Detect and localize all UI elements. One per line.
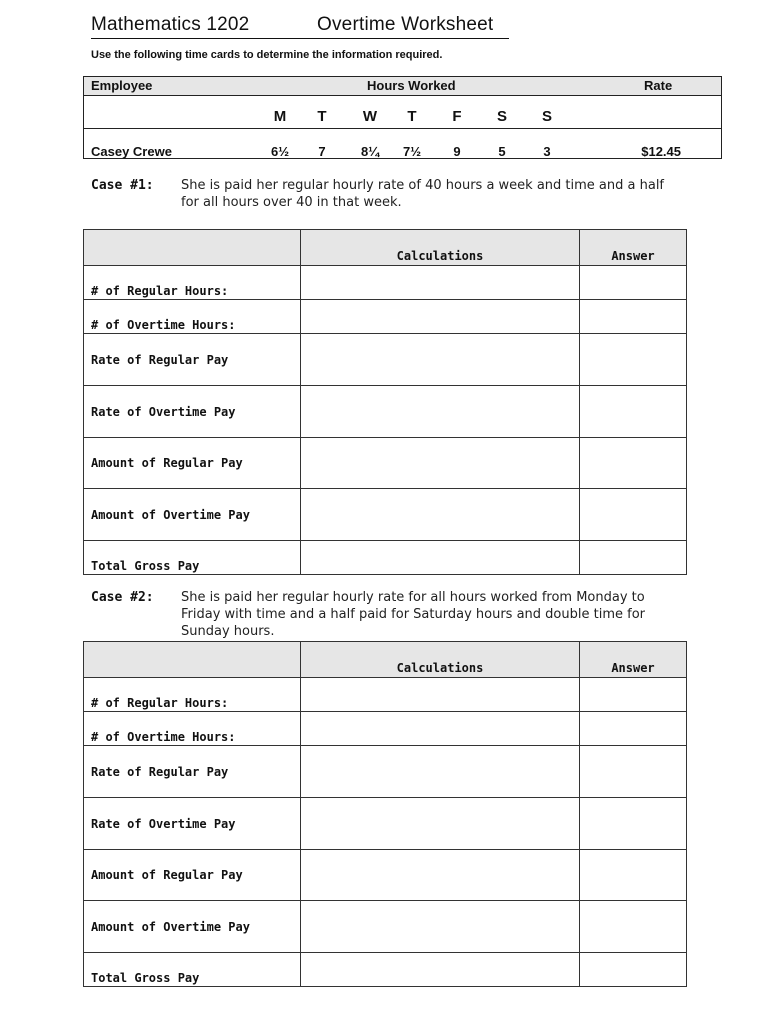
row-label: Rate of Regular Pay <box>84 334 301 386</box>
answer-header: Answer <box>580 642 687 678</box>
employee-name: Casey Crewe <box>91 144 172 159</box>
case-1-table <box>83 229 687 575</box>
row-label: Total Gross Pay <box>84 541 301 575</box>
answer-cell[interactable] <box>580 850 687 901</box>
calculation-cell[interactable] <box>301 953 580 987</box>
answer-cell[interactable] <box>580 300 687 334</box>
row-label: Amount of Regular Pay <box>84 850 301 901</box>
row-label: # of Regular Hours: <box>84 678 301 712</box>
time-card-table <box>83 76 722 159</box>
table-row <box>84 712 687 746</box>
answer-cell[interactable] <box>580 334 687 386</box>
worksheet-title: Overtime Worksheet <box>317 14 494 35</box>
case-1-label: Case #1: <box>91 178 154 193</box>
table-header-row <box>84 642 687 678</box>
day-friday: F <box>452 108 462 125</box>
blank-header <box>84 230 301 266</box>
row-label: Rate of Overtime Pay <box>84 798 301 850</box>
case-1-description: She is paid her regular hourly rate of 40 hours a week and time and a half for all hours over 40 in that week. <box>181 178 665 210</box>
answer-cell[interactable] <box>580 746 687 798</box>
table-header-row <box>84 230 687 266</box>
answer-cell[interactable] <box>580 266 687 300</box>
hourly-rate: $12.45 <box>641 144 681 159</box>
day-saturday: S <box>496 108 508 125</box>
case-2-label: Case #2: <box>91 590 154 605</box>
divider <box>84 128 721 129</box>
hours-friday: 9 <box>453 144 461 159</box>
day-wednesday: W <box>362 108 378 125</box>
calculations-header: Calculations <box>301 230 580 266</box>
hours-sunday: 3 <box>543 144 551 159</box>
row-label: # of Overtime Hours: <box>84 712 301 746</box>
calculation-cell[interactable] <box>301 489 580 541</box>
blank-header <box>84 642 301 678</box>
calculation-cell[interactable] <box>301 541 580 575</box>
table-row <box>84 746 687 798</box>
row-label: Amount of Regular Pay <box>84 438 301 489</box>
table-row <box>84 386 687 438</box>
table-row <box>84 334 687 386</box>
answer-cell[interactable] <box>580 541 687 575</box>
day-sunday: S <box>541 108 553 125</box>
calculation-cell[interactable] <box>301 746 580 798</box>
calculation-cell[interactable] <box>301 798 580 850</box>
answer-cell[interactable] <box>580 438 687 489</box>
course-name: Mathematics 1202 <box>91 14 250 35</box>
answer-cell[interactable] <box>580 901 687 953</box>
hours-wednesday: 8¼ <box>360 144 380 159</box>
page-title <box>91 12 509 39</box>
answer-cell[interactable] <box>580 712 687 746</box>
calculation-cell[interactable] <box>301 850 580 901</box>
table-row <box>84 541 687 575</box>
day-tuesday: T <box>317 108 327 125</box>
calculation-cell[interactable] <box>301 334 580 386</box>
answer-cell[interactable] <box>580 678 687 712</box>
time-card-header <box>84 77 721 96</box>
calculation-cell[interactable] <box>301 300 580 334</box>
case-2-table <box>83 641 687 987</box>
row-label: # of Overtime Hours: <box>84 300 301 334</box>
instructions: Use the following time cards to determine the information required. <box>91 49 443 61</box>
day-monday: M <box>273 108 287 125</box>
calculation-cell[interactable] <box>301 712 580 746</box>
hours-saturday: 5 <box>498 144 506 159</box>
row-label: Amount of Overtime Pay <box>84 901 301 953</box>
table-row <box>84 489 687 541</box>
hours-thursday: 7½ <box>402 144 422 159</box>
answer-cell[interactable] <box>580 489 687 541</box>
calculation-cell[interactable] <box>301 901 580 953</box>
case-2-description: She is paid her regular hourly rate for all hours worked from Monday to Friday with time and a half paid for Saturday hours and double time for Sunday hours. <box>181 590 645 639</box>
calculation-cell[interactable] <box>301 266 580 300</box>
row-label: Amount of Overtime Pay <box>84 489 301 541</box>
row-label: Total Gross Pay <box>84 953 301 987</box>
calculation-cell[interactable] <box>301 438 580 489</box>
rate-header: Rate <box>644 78 673 93</box>
table-row <box>84 266 687 300</box>
hours-tuesday: 7 <box>318 144 326 159</box>
day-thursday: T <box>407 108 417 125</box>
hours-monday: 6½ <box>270 144 290 159</box>
answer-cell[interactable] <box>580 798 687 850</box>
table-row <box>84 438 687 489</box>
calculation-cell[interactable] <box>301 678 580 712</box>
row-label: Rate of Regular Pay <box>84 746 301 798</box>
answer-cell[interactable] <box>580 386 687 438</box>
table-row <box>84 678 687 712</box>
hours-worked-header: Hours Worked <box>367 78 456 93</box>
table-row <box>84 901 687 953</box>
calculations-header: Calculations <box>301 642 580 678</box>
table-row <box>84 850 687 901</box>
calculation-cell[interactable] <box>301 386 580 438</box>
employee-header: Employee <box>91 78 153 93</box>
answer-header: Answer <box>580 230 687 266</box>
row-label: # of Regular Hours: <box>84 266 301 300</box>
answer-cell[interactable] <box>580 953 687 987</box>
table-row <box>84 300 687 334</box>
table-row <box>84 798 687 850</box>
row-label: Rate of Overtime Pay <box>84 386 301 438</box>
table-row <box>84 953 687 987</box>
